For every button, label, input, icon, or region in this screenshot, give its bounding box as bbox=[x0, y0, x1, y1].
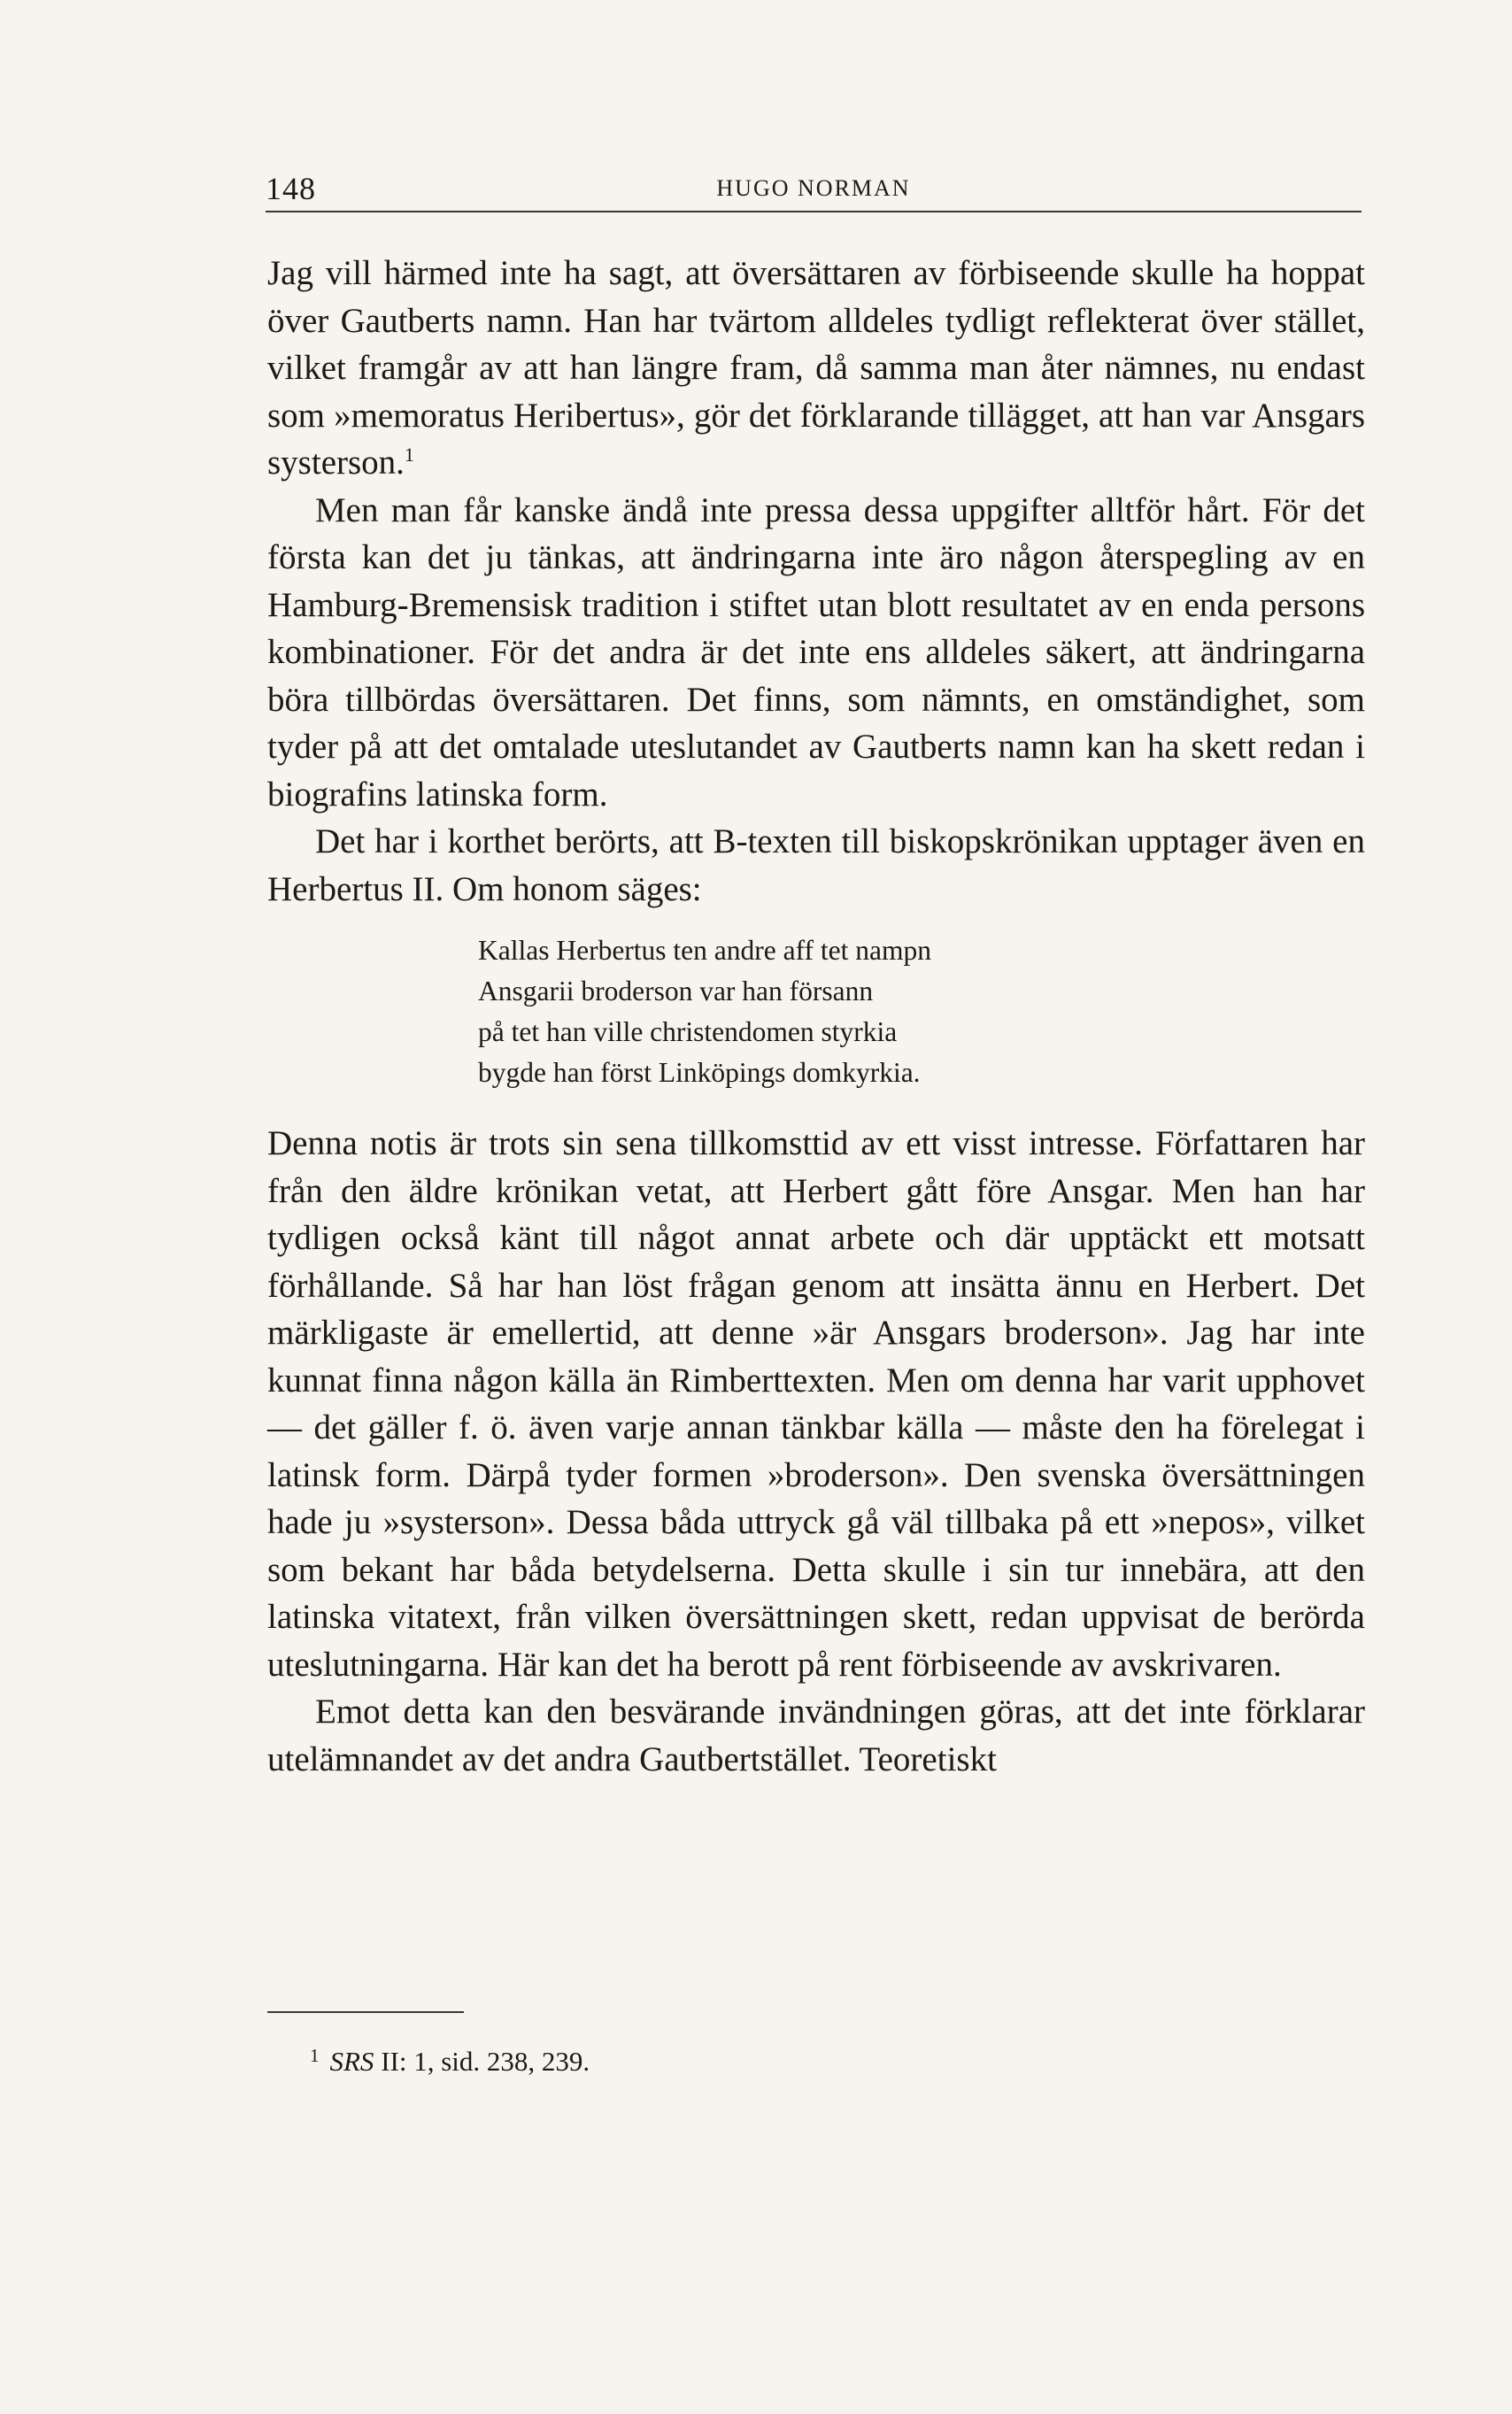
paragraph-text: Jag vill härmed inte ha sagt, att översättaren av förbiseende skulle ha hoppat över Gautberts namn. Han har tvärtom alldeles tydligt reflekterat över stället, vilket framgår av att han längre fram, då samma man åter nämnes, nu endast som »memoratus Heribertus», gör det förklarande tillägget, att han var Ansgars systerson. bbox=[267, 254, 1365, 482]
poem-quotation bbox=[478, 930, 1365, 1093]
footnote-divider bbox=[267, 2011, 464, 2013]
footnote-source: SRS bbox=[329, 2046, 374, 2077]
paragraph: Emot detta kan den besvärande invändningen göras, att det inte förklarar utelämnandet av det andra Gautbertstället. Teoretiskt bbox=[267, 1693, 1365, 1778]
paragraph bbox=[267, 250, 1365, 487]
page-number: 148 bbox=[266, 171, 316, 206]
footnote-reference-text: II: 1, sid. 238, 239. bbox=[374, 2046, 590, 2077]
paragraph: Men man får kanske ändå inte pressa dessa uppgifter alltför hårt. För det första kan det ju tänkas, att ändringarna inte äro någon återspegling av en Hamburg-Bremensisk tradition i stiftet utan blott resultatet av en enda persons kombinationer. För det andra är det inte ens alldeles säkert, att ändringarna böra tillbördas översättaren. Det finns, som nämnts, en omständighet, som tyder på att det omtalade uteslutandet av Gautberts namn kan ha skett redan i biografins latinska form. bbox=[267, 490, 1365, 814]
poem-line: bygde han först Linköpings domkyrkia. bbox=[478, 1057, 921, 1088]
paragraph: Denna notis är trots sin sena tillkomsttid av ett visst intresse. Författaren har från den äldre krönikan vetat, att Herbert gått före Ansgar. Men han har tydligen också känt till något annat arbete och där upptäckt ett motsatt förhållande. Så har han löst frågan genom att insätta ännu en Herbert. Det märkligaste är emellertid, att denne »är Ansgars broderson». Jag har inte kunnat finna någon källa än Rimberttexten. Men om denna har varit upphovet — det gäller f. ö. även varje annan tänkbar källa — måste den ha förelegat i latinsk form. Därpå tyder formen »broderson». Den svenska översättningen hade ju »systerson». Dessa båda uttryck gå väl tillbaka på ett »nepos», vilket som bekant har båda betydelserna. Detta skulle i sin tur innebära, att den latinska vitatext, från vilken översättningen skett, redan uppvisat de berörda uteslutningarna. Här kan det ha berott på rent förbiseende av avskrivaren. bbox=[267, 1124, 1365, 1684]
running-head: HUGO NORMAN bbox=[716, 175, 911, 201]
page-header bbox=[266, 170, 1362, 212]
body-text bbox=[267, 250, 1365, 1783]
poem-line: Ansgarii broderson var han försann bbox=[478, 976, 874, 1006]
footnote-mark: 1 bbox=[310, 2045, 320, 2066]
poem-line: på tet han ville christendomen styrkia bbox=[478, 1016, 898, 1047]
paragraph: Det har i korthet berörts, att B-texten till biskopskrönikan upptager även en Herbertus II. Om honom säges: bbox=[267, 822, 1365, 908]
footnote-reference: 1 bbox=[404, 443, 414, 466]
poem-line: Kallas Herbertus ten andre aff tet nampn bbox=[478, 935, 931, 966]
footnote bbox=[310, 2038, 590, 2079]
